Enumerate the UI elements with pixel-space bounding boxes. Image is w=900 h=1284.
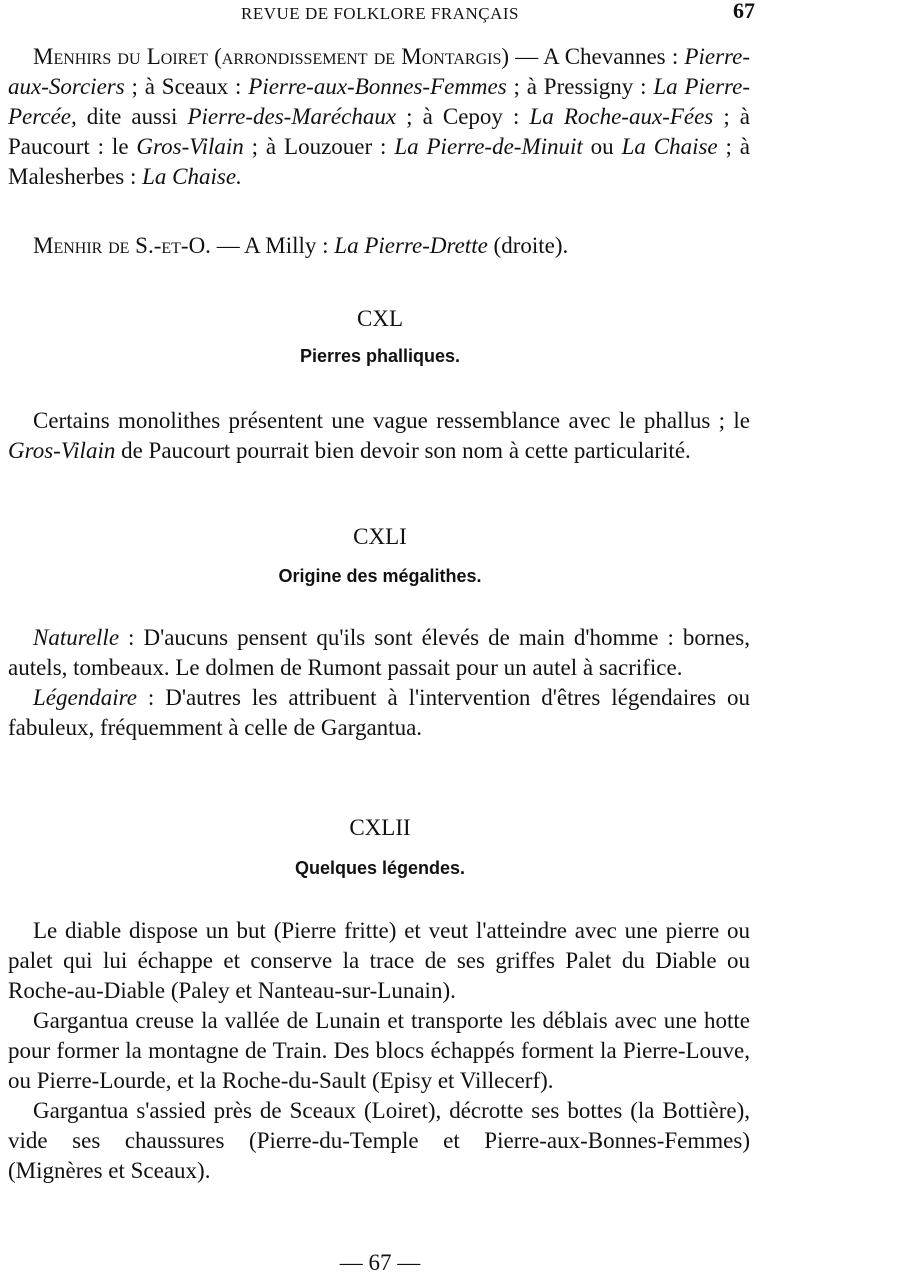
- text-run: ; à Pressigny :: [506, 74, 654, 99]
- paragraph: [8, 1096, 750, 1186]
- small-caps-heading: Menhir de S.-et-O.: [33, 233, 211, 258]
- text-run: : D'aucuns pensent qu'ils sont élevés de main d'homme : bornes, autels, tombeaux. Le dolmen de Rumont passait pour un autel à sacrifice.: [8, 625, 750, 680]
- italic-text: Pierre-aux-Bonnes-Femmes: [248, 74, 507, 99]
- italic-text: Naturelle: [33, 625, 120, 650]
- text-run: dite aussi: [76, 104, 188, 129]
- text-run: (droite).: [487, 233, 569, 258]
- italic-text: La Chaise.: [142, 164, 242, 189]
- section-body: [8, 623, 750, 743]
- section-title: Quelques légendes.: [294, 858, 466, 878]
- italic-text: La Chaise: [621, 134, 718, 159]
- paragraph: [8, 683, 750, 743]
- text-run: ; à Malesherbes :: [8, 134, 751, 189]
- paragraph: [8, 42, 750, 192]
- text-run: — A Chevannes :: [509, 44, 685, 69]
- paragraph: [8, 623, 750, 683]
- paragraph: [8, 406, 750, 466]
- text-run: — A Milly :: [210, 233, 335, 258]
- text-run: ; à Sceaux :: [124, 74, 249, 99]
- section-title: Origine des mégalithes.: [278, 566, 482, 586]
- small-caps-heading: Menhirs du Loiret (arrondissement de Montargis): [33, 44, 510, 69]
- section-number: CXL: [357, 306, 403, 331]
- italic-text: Légendaire: [33, 685, 137, 710]
- text-run: de Paucourt pourrait bien devoir son nom à cette particularité.: [115, 438, 691, 463]
- paragraph: [8, 1006, 750, 1096]
- menhirs-paragraph-seine-et-oise: [8, 231, 750, 261]
- running-header: REVUE DE FOLKLORE FRANÇAIS: [241, 4, 519, 23]
- section-number: CXLII: [349, 815, 411, 840]
- text-run: ou: [582, 134, 622, 159]
- menhirs-paragraph-loiret: [8, 42, 750, 192]
- text-run: : D'autres les attribuent à l'intervention d'êtres légendaires ou fabuleux, fréquemment à celle de Gargantua.: [8, 685, 750, 740]
- text-run: ; à Paucourt : le: [8, 104, 750, 159]
- section-body: [8, 406, 750, 466]
- page-number: — 67 —: [339, 1250, 421, 1275]
- section-body: [8, 916, 750, 1186]
- paragraph: [8, 916, 750, 1006]
- italic-text: Pierre-des-Maréchaux: [187, 104, 397, 129]
- text-run: Certains monolithes présentent une vague ressemblance avec le phallus ; le: [33, 408, 750, 433]
- text-run: ; à Louzouer :: [243, 134, 395, 159]
- text-run: Gargantua s'assied près de Sceaux (Loiret), décrotte ses bottes (la Bottière), vide ses chaussures (Pierre-du-Temple et Pierre-aux-Bonnes-Femmes) (Mignères et Sceaux).: [8, 1098, 750, 1183]
- text-run: Le diable dispose un but (Pierre fritte) et veut l'atteindre avec une pierre ou palet qui lui échappe et conserve la trace de ses griffes Palet du Diable ou Roche-au-Diable (Paley et Nanteau-sur-Lunain).: [8, 918, 750, 1003]
- italic-text: Gros-Vilain: [136, 134, 244, 159]
- italic-text: La Pierre-Percée,: [8, 74, 750, 129]
- italic-text: La Roche-aux-Fées: [529, 104, 714, 129]
- section-number: CXLI: [353, 524, 407, 549]
- italic-text: Pierre-aux-Sorciers: [8, 44, 750, 99]
- text-run: ; à Cepoy :: [396, 104, 530, 129]
- italic-text: Gros-Vilain: [8, 438, 116, 463]
- folio-number: 67: [733, 0, 755, 23]
- italic-text: La Pierre-Drette: [334, 233, 488, 258]
- section-title: Pierres phalliques.: [299, 346, 461, 366]
- paragraph: [8, 231, 750, 261]
- italic-text: La Pierre-de-Minuit: [394, 134, 583, 159]
- text-run: Gargantua creuse la vallée de Lunain et transporte les déblais avec une hotte pour former la montagne de Train. Des blocs échappés forment la Pierre-Louve, ou Pierre-Lourde, et la Roche-du-Sault (Episy et Villecerf).: [8, 1008, 750, 1093]
